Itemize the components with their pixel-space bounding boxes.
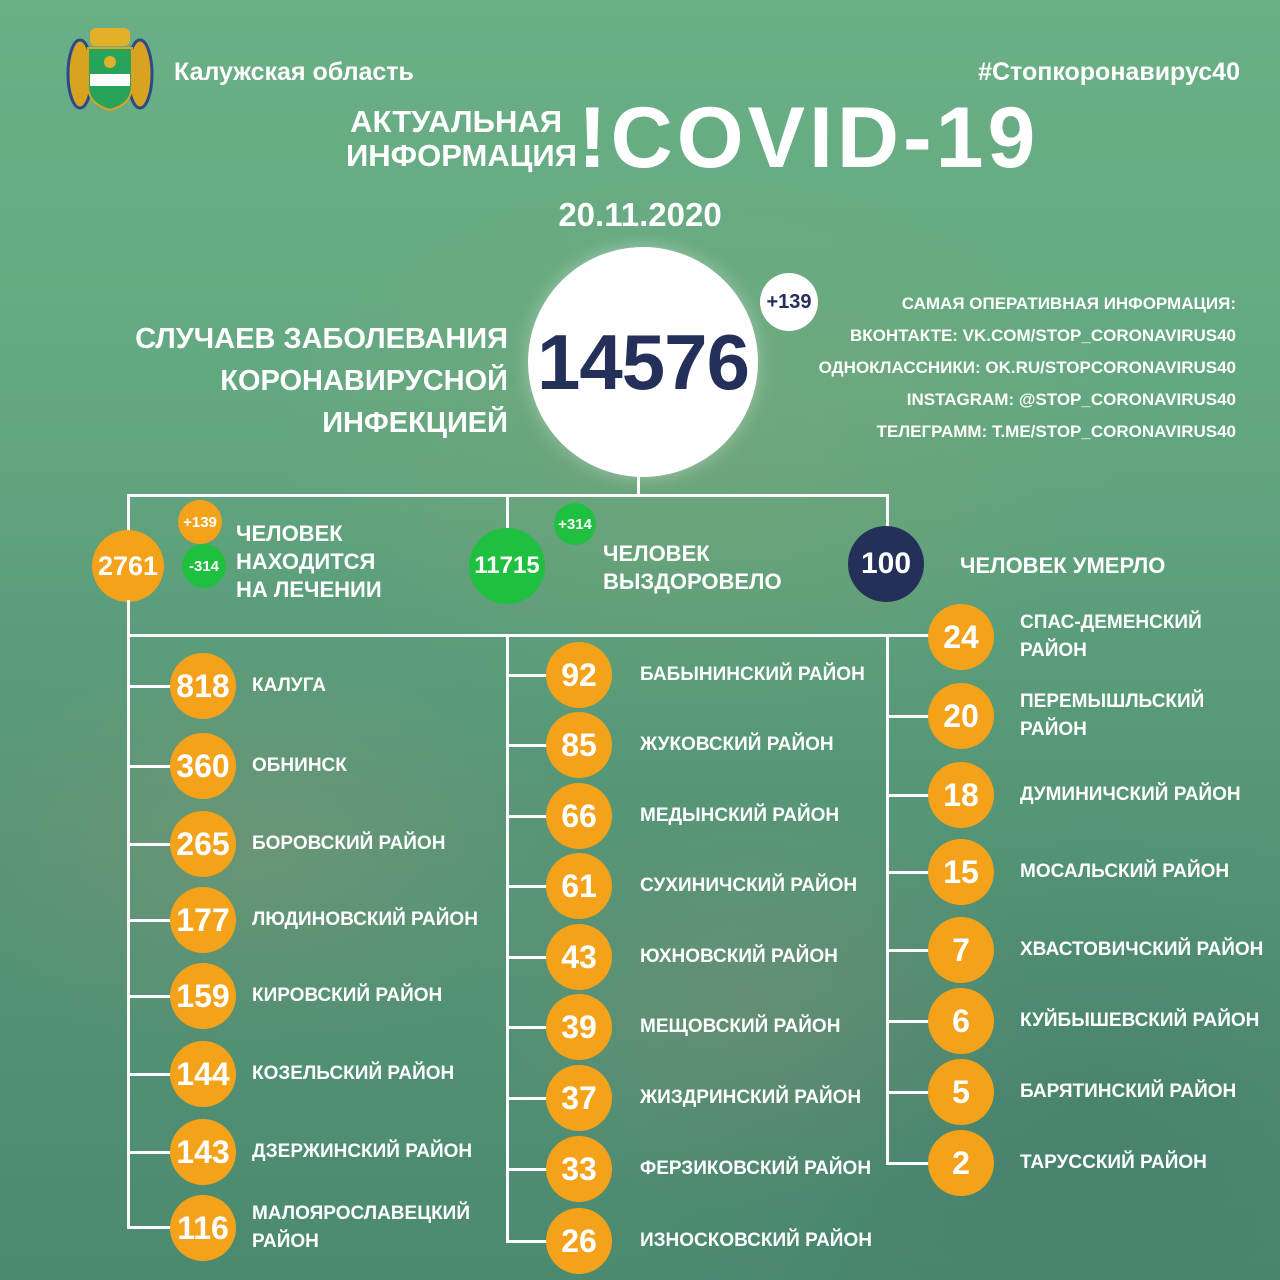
district-row	[546, 1065, 861, 1131]
coat-of-arms-icon	[66, 22, 154, 114]
district-count: 159	[170, 963, 236, 1029]
treatment-label-line: ЧЕЛОВЕК	[236, 521, 343, 546]
district-name: КАЛУГА	[252, 675, 326, 696]
district-count: 24	[928, 604, 994, 670]
district-count: 818	[170, 653, 236, 719]
connector-line	[127, 494, 130, 534]
connector-tick	[506, 1168, 548, 1171]
district-row	[546, 853, 857, 919]
district-row	[546, 1136, 871, 1202]
cases-label-line-1: СЛУЧАЕВ ЗАБОЛЕВАНИЯ	[135, 323, 508, 355]
district-name: ИЗНОСКОВСКИЙ РАЙОН	[640, 1230, 872, 1251]
district-name: ЖИЗДРИНСКИЙ РАЙОН	[640, 1087, 862, 1108]
district-count: 61	[546, 853, 612, 919]
district-row	[928, 1130, 1207, 1196]
region-name: Калужская область	[174, 58, 414, 86]
district-name-line: РАЙОН	[1020, 719, 1087, 740]
district-name: ДЗЕРЖИНСКИЙ РАЙОН	[252, 1141, 473, 1162]
column-2-line	[506, 634, 509, 1242]
district-count: 116	[170, 1195, 236, 1261]
district-name: ЮХНОВСКИЙ РАЙОН	[640, 946, 838, 967]
district-name: КИРОВСКИЙ РАЙОН	[252, 985, 443, 1006]
connector-tick	[506, 674, 548, 677]
connector-tick	[127, 919, 172, 922]
district-name: КОЗЕЛЬСКИЙ РАЙОН	[252, 1063, 455, 1084]
district-row	[170, 1041, 454, 1107]
recovered-label	[603, 540, 782, 596]
district-name	[1020, 609, 1202, 665]
connector-tick	[127, 995, 172, 998]
district-count: 33	[546, 1136, 612, 1202]
info-instagram: INSTAGRAM: @STOP_CORONAVIRUS40	[906, 390, 1236, 409]
connector-tick	[886, 1091, 930, 1094]
district-row	[928, 1059, 1236, 1125]
district-name: ОБНИНСК	[252, 755, 347, 776]
district-row	[170, 733, 347, 799]
district-row	[928, 604, 1202, 670]
treatment-label-line: НАХОДИТСЯ	[236, 549, 376, 574]
district-row	[546, 783, 839, 849]
district-row	[170, 963, 442, 1029]
district-count: 265	[170, 811, 236, 877]
district-row	[170, 1119, 472, 1185]
district-count: 143	[170, 1119, 236, 1185]
district-name: МОСАЛЬСКИЙ РАЙОН	[1020, 861, 1230, 882]
title-line-1: АКТУАЛЬНАЯ	[350, 104, 562, 139]
recovered-delta: +314	[554, 503, 596, 545]
district-name: ЖУКОВСКИЙ РАЙОН	[640, 734, 834, 755]
district-row	[170, 1195, 470, 1261]
treatment-delta-minus: -314	[182, 544, 226, 588]
district-name	[252, 1200, 470, 1256]
cases-label-line-2: КОРОНАВИРУСНОЙ ИНФЕКЦИЕЙ	[220, 365, 508, 439]
district-row	[546, 924, 838, 990]
district-count: 7	[928, 917, 994, 983]
info-heading: САМАЯ ОПЕРАТИВНАЯ ИНФОРМАЦИЯ:	[901, 294, 1236, 313]
district-count: 85	[546, 712, 612, 778]
recovered-label-line: ЧЕЛОВЕК	[603, 541, 710, 566]
column-3-line	[886, 634, 889, 1164]
district-count: 43	[546, 924, 612, 990]
district-count: 360	[170, 733, 236, 799]
info-ok: ОДНОКЛАССНИКИ: OK.RU/STOPCORONAVIRUS40	[818, 358, 1236, 377]
total-cases-value: 14576	[537, 317, 749, 406]
district-row	[546, 1208, 872, 1274]
district-count: 15	[928, 839, 994, 905]
connector-tick	[506, 744, 548, 747]
connector-tick	[127, 1073, 172, 1076]
connector-tick	[886, 715, 930, 718]
district-count: 2	[928, 1130, 994, 1196]
district-row	[546, 642, 865, 708]
district-name: БОРОВСКИЙ РАЙОН	[252, 833, 446, 854]
connector-tick	[506, 1097, 548, 1100]
district-name-line: ПЕРЕМЫШЛЬСКИЙ	[1020, 691, 1205, 712]
connector-tick	[886, 871, 930, 874]
report-date: 20.11.2020	[558, 196, 722, 233]
connector-tick	[506, 1026, 548, 1029]
district-name: СУХИНИЧСКИЙ РАЙОН	[640, 875, 858, 896]
district-row	[170, 653, 326, 719]
connector-tick	[886, 1020, 930, 1023]
connector-tick	[886, 1162, 930, 1165]
district-count: 6	[928, 988, 994, 1054]
district-count: 177	[170, 887, 236, 953]
treatment-label-line: НА ЛЕЧЕНИИ	[236, 577, 382, 602]
district-name-line: РАЙОН	[1020, 640, 1087, 661]
district-name: МЕДЫНСКИЙ РАЙОН	[640, 805, 840, 826]
district-row	[928, 917, 1263, 983]
district-count: 26	[546, 1208, 612, 1274]
district-name	[1020, 688, 1204, 744]
connector-tick	[127, 1226, 172, 1229]
district-name: ТАРУССКИЙ РАЙОН	[1020, 1152, 1207, 1173]
treatment-delta-plus: +139	[178, 500, 222, 544]
district-count: 37	[546, 1065, 612, 1131]
connector-line	[127, 634, 937, 637]
district-name: КУЙБЫШЕВСКИЙ РАЙОН	[1020, 1010, 1260, 1031]
district-row	[546, 712, 834, 778]
district-name: БАРЯТИНСКИЙ РАЙОН	[1020, 1081, 1237, 1102]
connector-tick	[886, 949, 930, 952]
info-block	[819, 288, 1236, 448]
title-line-2: ИНФОРМАЦИЯ	[346, 138, 577, 173]
district-name-line: СПАС-ДЕМЕНСКИЙ	[1020, 612, 1202, 633]
district-row	[928, 988, 1259, 1054]
page-title: !COVID-19	[578, 90, 1040, 186]
district-name: ЛЮДИНОВСКИЙ РАЙОН	[252, 909, 478, 930]
title-subtitle	[346, 104, 577, 173]
connector-tick	[506, 885, 548, 888]
district-name-line: РАЙОН	[252, 1231, 319, 1252]
district-row	[928, 762, 1241, 828]
district-count: 144	[170, 1041, 236, 1107]
connector-tick	[127, 843, 172, 846]
district-count: 92	[546, 642, 612, 708]
district-count: 66	[546, 783, 612, 849]
connector-tick	[127, 765, 172, 768]
connector-tick	[506, 1240, 548, 1243]
district-count: 20	[928, 683, 994, 749]
district-row	[170, 811, 445, 877]
connector-line	[637, 477, 640, 495]
total-cases-delta: +139	[760, 273, 818, 331]
info-telegram: ТЕЛЕГРАММ: T.ME/STOP_CORONAVIRUS40	[876, 422, 1236, 441]
connector-tick	[127, 685, 172, 688]
district-name: ХВАСТОВИЧСКИЙ РАЙОН	[1020, 939, 1264, 960]
connector-tick	[886, 794, 930, 797]
connector-tick	[506, 956, 548, 959]
district-name-line: МАЛОЯРОСЛАВЕЦКИЙ	[252, 1203, 470, 1224]
column-1-line	[127, 634, 130, 1228]
cases-label	[40, 318, 508, 444]
district-count: 18	[928, 762, 994, 828]
recovered-value: 11715	[469, 528, 545, 604]
district-name: ФЕРЗИКОВСКИЙ РАЙОН	[640, 1158, 872, 1179]
district-name: БАБЫНИНСКИЙ РАЙОН	[640, 664, 865, 685]
district-name: ДУМИНИЧСКИЙ РАЙОН	[1020, 784, 1241, 805]
info-vk: ВКОНТАКТЕ: VK.COM/STOP_CORONAVIRUS40	[850, 326, 1236, 345]
connector-tick	[506, 815, 548, 818]
hashtag: #Стопкоронавирус40	[978, 58, 1240, 86]
district-count: 39	[546, 994, 612, 1060]
total-cases-circle	[528, 247, 758, 477]
treatment-value: 2761	[92, 530, 164, 602]
recovered-label-line: ВЫЗДОРОВЕЛО	[603, 569, 782, 594]
deaths-label: ЧЕЛОВЕК УМЕРЛО	[960, 553, 1166, 578]
district-name: МЕЩОВСКИЙ РАЙОН	[640, 1016, 841, 1037]
district-row	[928, 839, 1229, 905]
district-count: 5	[928, 1059, 994, 1125]
deaths-value: 100	[848, 526, 924, 602]
district-row	[546, 994, 840, 1060]
treatment-label	[236, 520, 382, 604]
district-row	[170, 887, 478, 953]
connector-tick	[127, 1151, 172, 1154]
connector-line	[127, 600, 130, 635]
district-row	[928, 683, 1204, 749]
